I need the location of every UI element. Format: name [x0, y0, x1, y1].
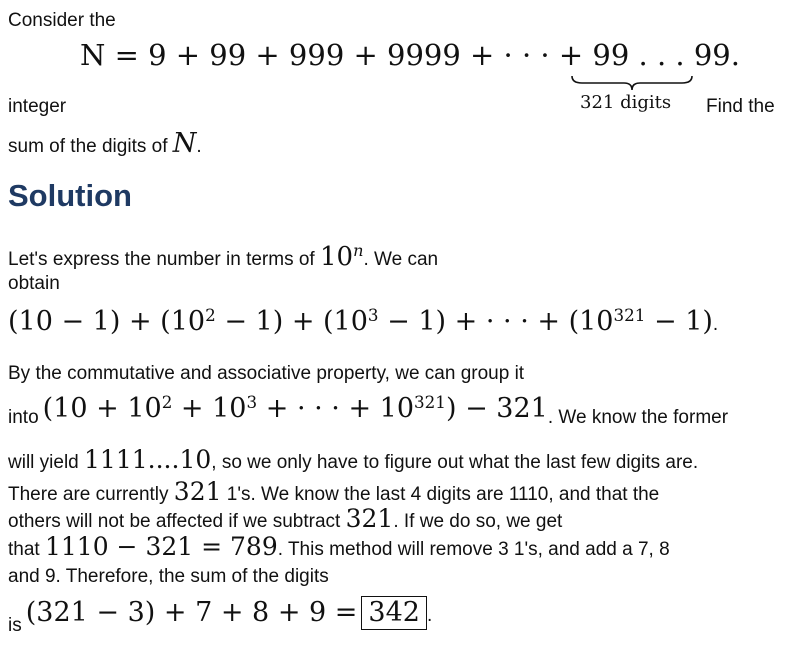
p5-math: 321 — [345, 504, 394, 533]
p6-b: . This method will remove 3 1's, and add a 7, 8 — [277, 539, 670, 560]
expansion-exp-3: 321 — [613, 304, 646, 325]
p1-after: . We can — [363, 249, 439, 270]
p3-will-yield: will yield — [8, 452, 79, 473]
p1-text: Let's express the number in terms of — [8, 249, 315, 270]
n-definition-equation — [80, 38, 740, 72]
underbrace-label: 321 digits — [580, 92, 672, 113]
power-exponent: n — [353, 241, 364, 261]
group-term-2: + 10 — [172, 393, 247, 424]
solution-heading: Solution — [8, 178, 132, 213]
p4-line — [8, 477, 659, 506]
expansion-equation — [8, 306, 718, 337]
expansion-term-3: − 1) + · · · + (10 — [378, 306, 614, 337]
expansion-period: . — [712, 314, 719, 335]
problem-integer-word: integer — [8, 96, 67, 117]
p4-a: There are currently — [8, 484, 169, 505]
group-exp-2: 3 — [246, 391, 258, 412]
p6-math: 1110 − 321 = 789 — [44, 532, 278, 561]
p8-line — [8, 596, 433, 636]
p5-line — [8, 504, 562, 533]
group-term-3: + · · · + 10 — [257, 393, 415, 424]
n-equation-last-term: 99 . . . 99 — [592, 38, 731, 72]
problem-intro: Consider the — [8, 10, 116, 31]
p3-math: 1111....10 — [84, 445, 212, 474]
p4-math: 321 — [173, 477, 222, 506]
expansion-exp-1: 2 — [205, 304, 216, 325]
p2-line2 — [8, 391, 729, 428]
p3-line — [8, 445, 698, 474]
group-equation — [43, 393, 548, 424]
group-term-4: ) − 321 — [445, 393, 548, 424]
p5-b: . If we do so, we get — [393, 511, 563, 532]
expansion-term-2: − 1) + (10 — [215, 306, 368, 337]
group-exp-3: 321 — [414, 391, 446, 412]
group-exp-1: 2 — [161, 391, 173, 412]
sum-period: . — [196, 136, 202, 157]
p4-b: 1's. We know the last 4 digits are 1110, and that the — [226, 484, 660, 505]
power-of-ten — [320, 242, 363, 272]
n-equation-prefix: N = 9 + 99 + 999 + 9999 + · · · + — [80, 38, 584, 72]
p1-line2: obtain — [8, 273, 60, 294]
problem-sum-line — [8, 128, 202, 159]
power-base: 10 — [320, 242, 354, 272]
p8-is: is — [8, 615, 22, 636]
p2-line1: By the commutative and associative property, we can group it — [8, 363, 525, 384]
sum-text: sum of the digits of — [8, 136, 168, 157]
expansion-exp-2: 3 — [367, 304, 379, 325]
p2-after: . We know the former — [547, 407, 729, 428]
problem-find-the: Find the — [706, 96, 775, 117]
p6-line — [8, 532, 670, 561]
expansion-term-4: − 1) — [645, 306, 713, 337]
n-variable: N — [172, 128, 197, 159]
p7-line: and 9. Therefore, the sum of the digits — [8, 566, 329, 587]
final-equation: (321 − 3) + 7 + 8 + 9 = — [25, 597, 358, 628]
p2-into: into — [8, 407, 39, 428]
solution-p1-line1 — [8, 242, 438, 272]
p5-a: others will not be affected if we subtract — [8, 511, 341, 532]
expansion-term-1: (10 − 1) + (10 — [8, 306, 206, 337]
p8-end: . — [426, 605, 433, 626]
group-term-1: (10 + 10 — [42, 393, 162, 424]
p6-a: that — [8, 539, 40, 560]
n-equation-period: . — [730, 38, 740, 72]
p3-rest: , so we only have to figure out what the last few digits are. — [211, 452, 699, 473]
answer-box: 342 — [361, 596, 427, 630]
underbrace — [570, 74, 695, 92]
